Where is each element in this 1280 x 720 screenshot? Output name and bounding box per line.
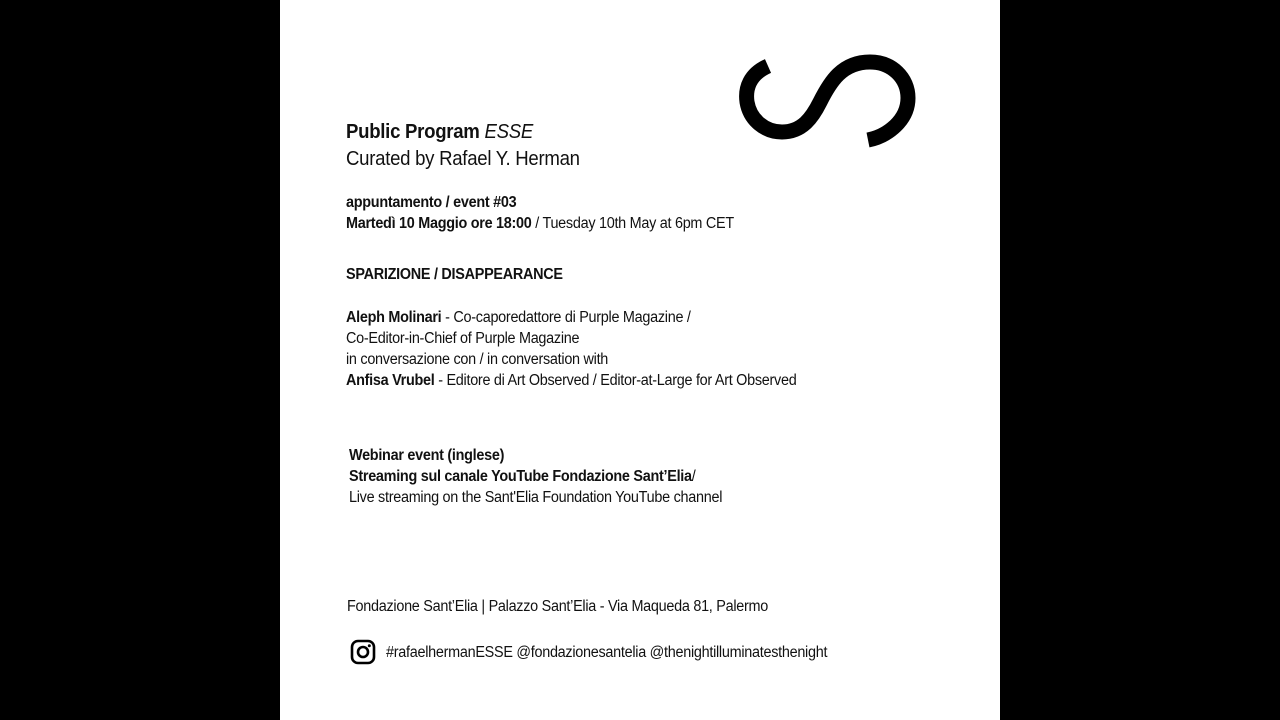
esse-s-logo (720, 40, 940, 170)
program-title: Public Program ESSE (346, 121, 533, 143)
conversation-text: in conversazione con / in conversation with (346, 351, 609, 368)
streaming-en: Live streaming on the Sant'Elia Foundation YouTube channel (349, 489, 723, 506)
instagram-icon (350, 639, 376, 665)
webinar-label: Webinar event (inglese) (349, 447, 505, 464)
social-handles: #rafaelhermanESSE @fondazionesantelia @thenightilluminatesthenight (386, 644, 828, 661)
curator: Curated by Rafael Y. Herman (346, 148, 580, 170)
speaker-1-role-en: Co-Editor-in-Chief of Purple Magazine (346, 330, 580, 347)
event-theme: SPARIZIONE / DISAPPEARANCE (346, 266, 563, 283)
event-number: appuntamento / event #03 (346, 194, 517, 211)
streaming-it: Streaming sul canale YouTube Fondazione Sant’Elia/ (349, 468, 696, 485)
event-poster (280, 0, 1000, 720)
address: Fondazione Sant’Elia | Palazzo Sant’Elia - Via Maqueda 81, Palermo (347, 598, 768, 615)
speaker-2: Anfisa Vrubel - Editore di Art Observed / Editor-at-Large for Art Observed (346, 372, 797, 389)
speaker-1: Aleph Molinari - Co-caporedattore di Purple Magazine / (346, 309, 691, 326)
event-date: Martedì 10 Maggio ore 18:00 / Tuesday 10th May at 6pm CET (346, 215, 734, 232)
